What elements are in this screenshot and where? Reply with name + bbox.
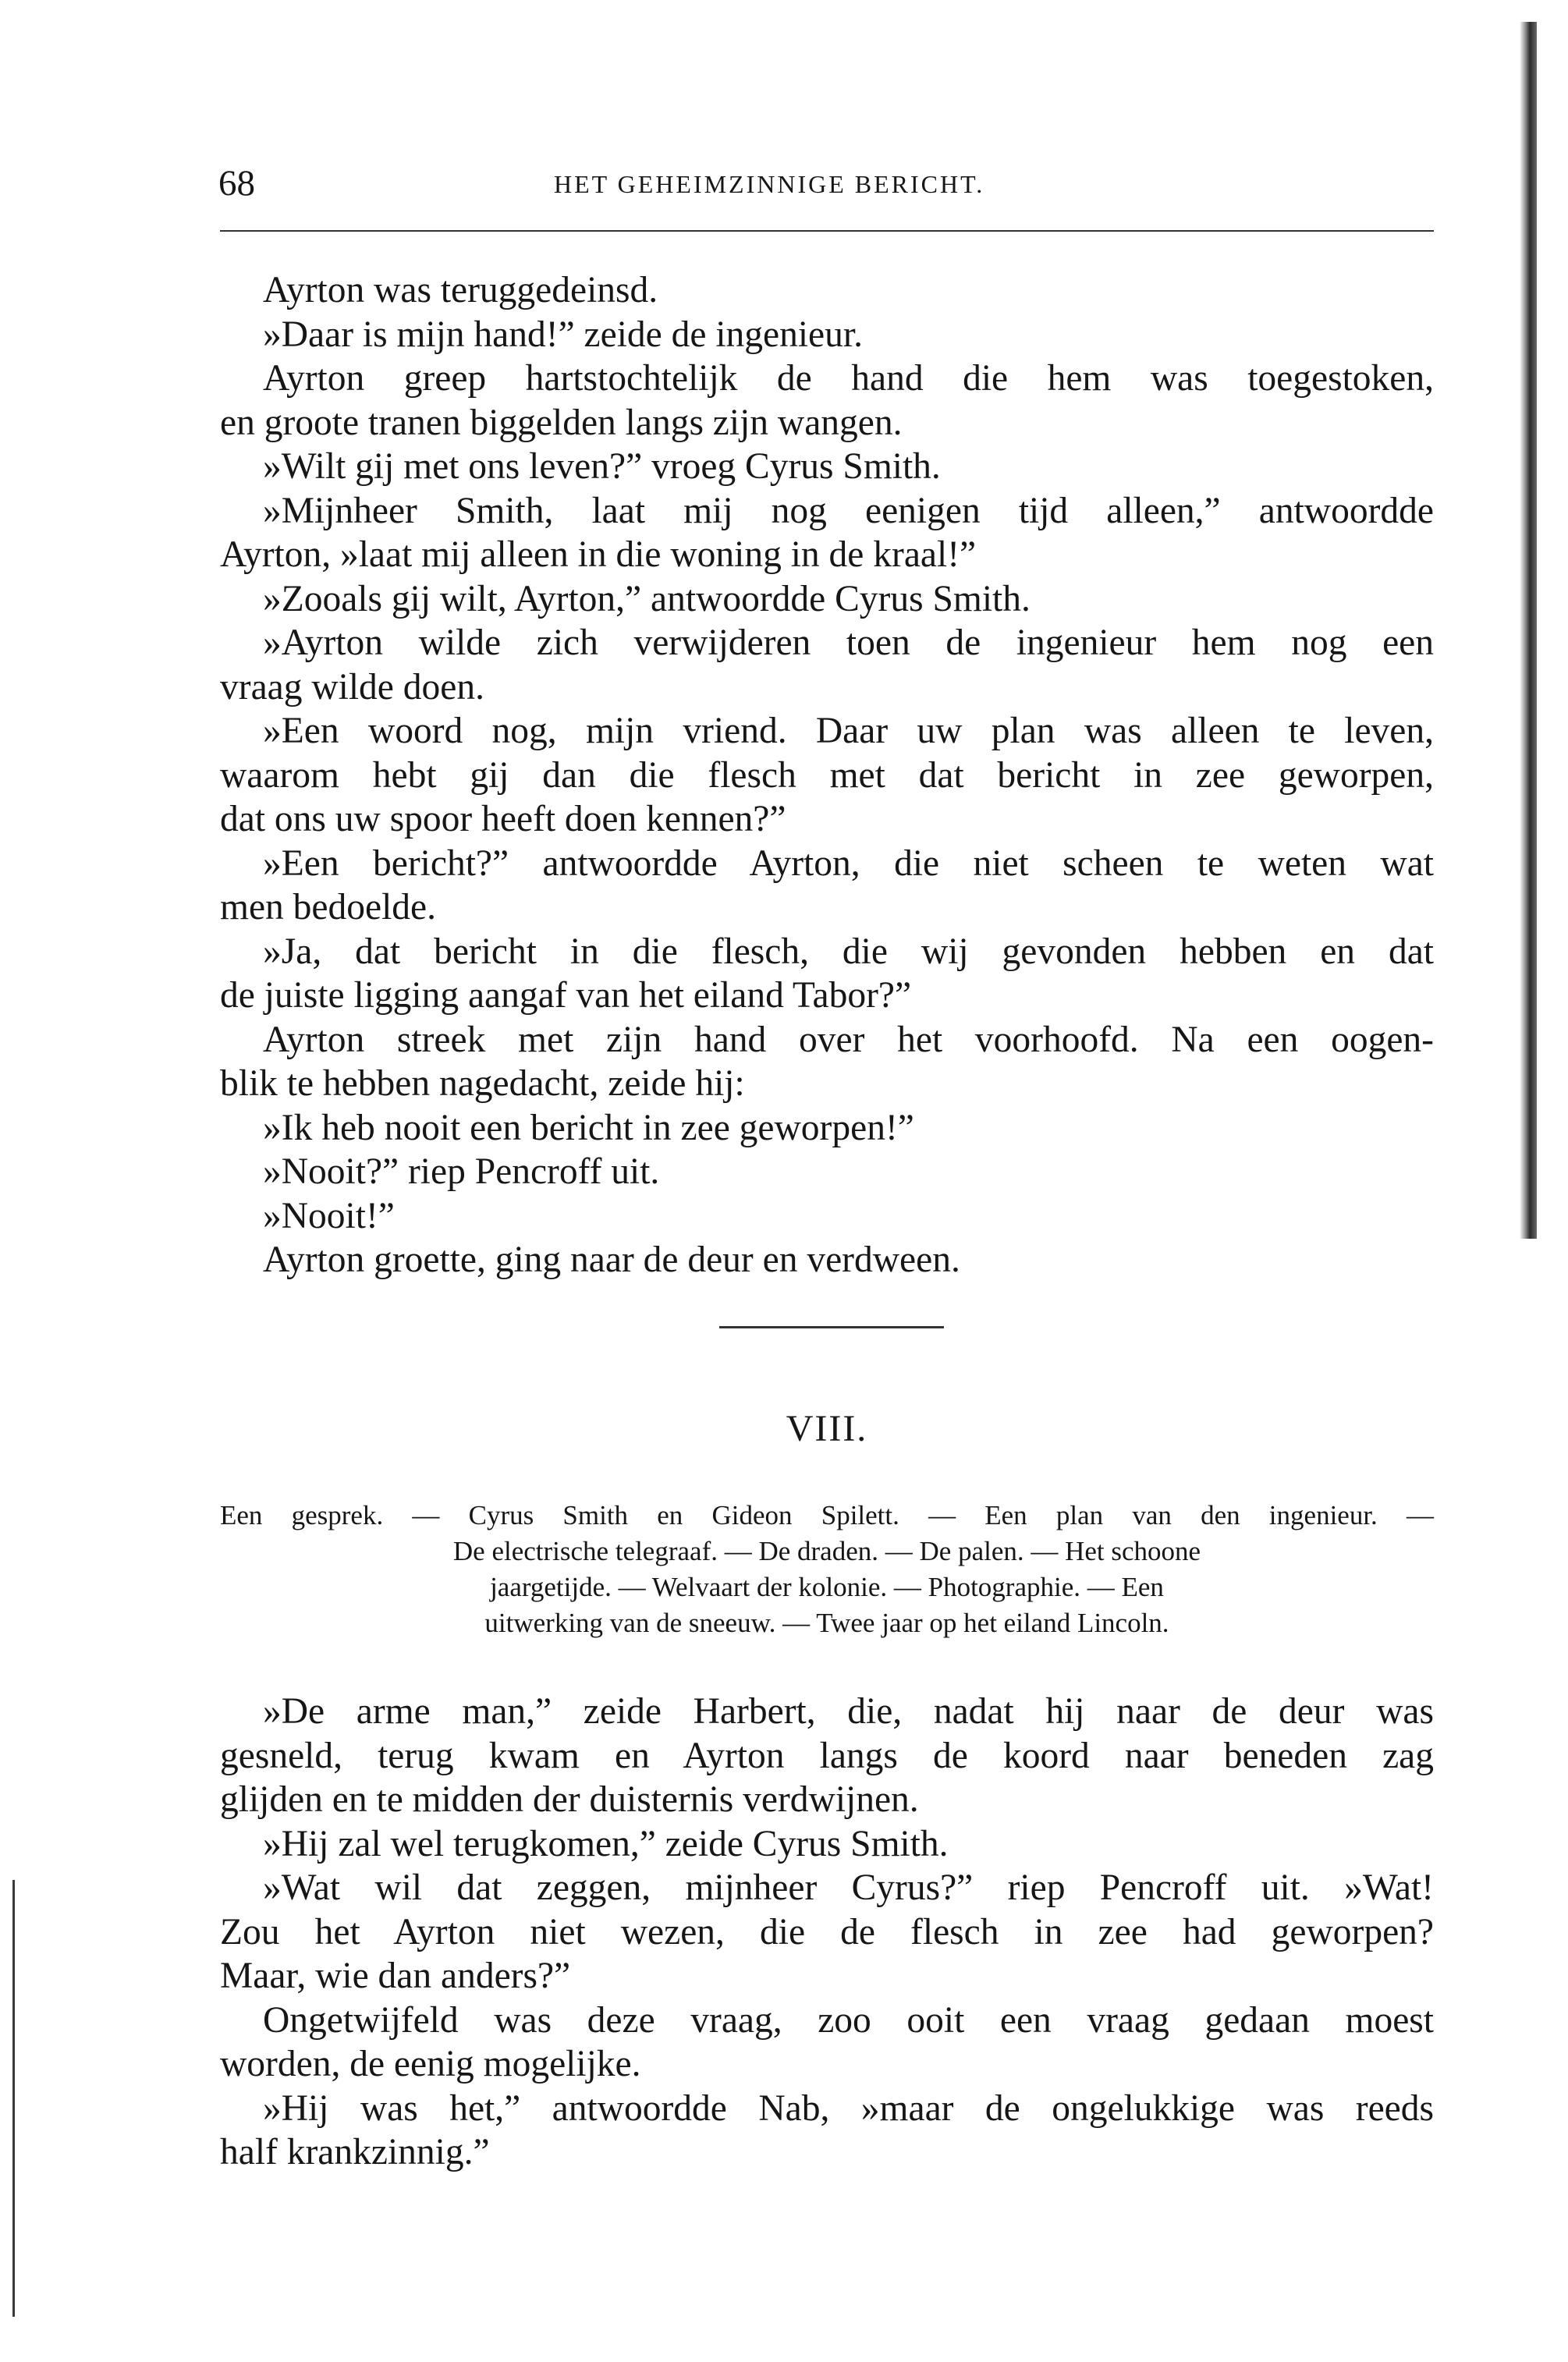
- text-line: »Mijnheer Smith, laat mij nog eenigen tijd alleen,” antwoordde: [263, 490, 1434, 531]
- text-line: worden, de eenig mogelijke.: [220, 2044, 641, 2084]
- section-divider: [719, 1326, 944, 1328]
- text-line: »Hij was het,” antwoordde Nab, »maar de ongelukkige was reeds: [263, 2087, 1434, 2129]
- text-line: waarom hebt gij dan die flesch met dat bericht in zee geworpen,: [220, 754, 1434, 796]
- text-block-bottom: [220, 1690, 1434, 2175]
- text-line: »Ja, dat bericht in die flesch, die wij gevonden hebben en dat: [263, 931, 1434, 972]
- text-line: Maar, wie dan anders?”: [220, 1956, 571, 1996]
- text-line: Ayrton, »laat mij alleen in die woning in de kraal!”: [220, 534, 977, 575]
- header-rule: [220, 230, 1434, 232]
- text-line: dat ons uw spoor heeft doen kennen?”: [220, 799, 786, 839]
- text-line: »Ik heb nooit een bericht in zee geworpen!”: [263, 1107, 914, 1148]
- text-line: »Wat wil dat zeggen, mijnheer Cyrus?” riep Pencroff uit. »Wat!: [263, 1867, 1434, 1908]
- summary-line: jaargetijde. — Welvaart der kolonie. — Photographie. — Een: [490, 1572, 1164, 1602]
- page-edge-shadow: [1520, 22, 1537, 1239]
- text-line: »Hij zal wel terugkomen,” zeide Cyrus Smith.: [263, 1823, 949, 1864]
- text-line: en groote tranen biggelden langs zijn wangen.: [220, 402, 903, 443]
- text-line: Zou het Ayrton niet wezen, die de flesch in zee had geworpen?: [220, 1911, 1434, 1952]
- text-line: gesneld, terug kwam en Ayrton langs de koord naar beneden zag: [220, 1735, 1434, 1776]
- text-line: Ayrton was teruggedeinsd.: [263, 270, 658, 310]
- chapter-title: VIII.: [786, 1408, 868, 1449]
- text-line: Ayrton streek met zijn hand over het voorhoofd. Na een oogen-: [263, 1019, 1434, 1060]
- summary-line: De electrische telegraaf. — De draden. — De palen. — Het schoone: [452, 1536, 1201, 1566]
- text-line: »Een woord nog, mijn vriend. Daar uw plan was alleen te leven,: [263, 711, 1434, 751]
- text-line: Ayrton groette, ging naar de deur en verdween.: [263, 1240, 960, 1280]
- summary-line: Een gesprek. — Cyrus Smith en Gideon Spilett. — Een plan van den ingenieur. —: [220, 1500, 1434, 1530]
- text-line: »Wilt gij met ons leven?” vroeg Cyrus Smith.: [263, 446, 941, 487]
- text-line: »Ayrton wilde zich verwijderen toen de ingenieur hem nog een: [263, 622, 1434, 663]
- summary-line: uitwerking van de sneeuw. — Twee jaar op het eiland Lincoln.: [484, 1608, 1169, 1638]
- text-line: men bedoelde.: [220, 887, 436, 927]
- chapter-summary: [220, 1498, 1434, 1641]
- text-line: »Een bericht?” antwoordde Ayrton, die niet scheen te weten wat: [263, 842, 1434, 884]
- text-line: »Nooit!”: [263, 1195, 395, 1236]
- binding-edge-line: [12, 1880, 15, 2317]
- text-line: Ongetwijfeld was deze vraag, zoo ooit een vraag gedaan moest: [263, 1999, 1434, 2041]
- text-block-top: [220, 268, 1434, 1282]
- page-number: 68: [218, 163, 255, 204]
- text-line: »Nooit?” riep Pencroff uit.: [263, 1151, 660, 1192]
- text-line: vraag wilde doen.: [220, 666, 484, 708]
- text-line: »Zooals gij wilt, Ayrton,” antwoordde Cyrus Smith.: [263, 578, 1031, 619]
- text-line: glijden en te midden der duisternis verdwijnen.: [220, 1779, 919, 1820]
- text-line: half krankzinnig.”: [220, 2132, 490, 2172]
- text-line: Ayrton greep hartstochtelijk de hand die hem was toegestoken,: [263, 358, 1434, 399]
- page-header: [218, 148, 1435, 211]
- text-line: de juiste ligging aangaf van het eiland Tabor?”: [220, 975, 912, 1016]
- text-line: »De arme man,” zeide Harbert, die, nadat hij naar de deur was: [263, 1691, 1434, 1732]
- running-title: HET GEHEIMZINNIGE BERICHT.: [554, 170, 985, 198]
- text-line: »Daar is mijn hand!” zeide de ingenieur.: [263, 314, 863, 355]
- text-line: blik te hebben nagedacht, zeide hij:: [220, 1063, 745, 1104]
